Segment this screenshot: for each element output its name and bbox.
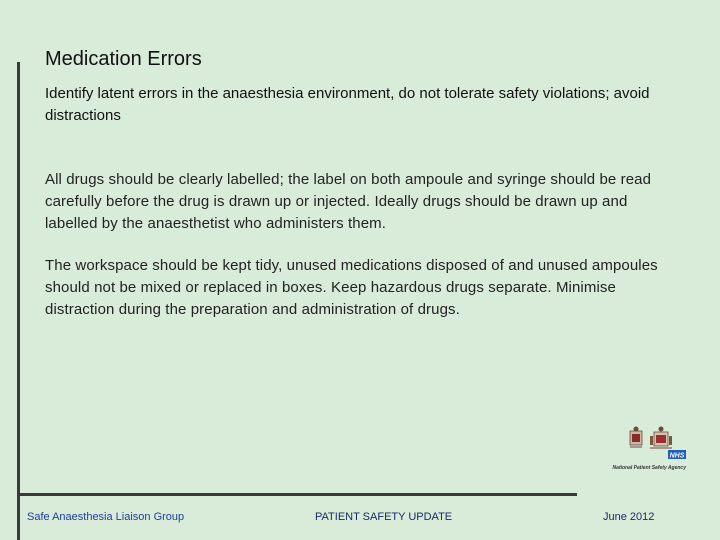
footer-organisation: Safe Anaesthesia Liaison Group: [27, 511, 185, 523]
agency-name: National Patient Safety Agency: [612, 465, 686, 471]
nhs-logo-icon: [668, 450, 686, 460]
logo-block: [588, 426, 688, 474]
footer-title: PATIENT SAFETY UPDATE: [315, 511, 453, 523]
bottom-horizontal-rule: [17, 493, 577, 496]
nhs-logo-text: NHS: [669, 452, 685, 460]
coat-of-arms-icon: [650, 427, 672, 449]
left-vertical-rule: [17, 62, 20, 540]
paragraph-workspace: The workspace should be kept tidy, unused medications disposed of and unused ampoules should not be mixed or replaced in boxes. Keep hazardous drugs separate. Minimise distraction during the preparation and administration of drugs.: [45, 257, 658, 318]
slide-subtitle: Identify latent errors in the anaesthesia environment, do not tolerate safety violations; avoid distractions: [45, 85, 650, 124]
footer-date: June 2012: [603, 511, 655, 523]
slide-title: Medication Errors: [45, 48, 202, 70]
paragraph-labelling: All drugs should be clearly labelled; the label on both ampoule and syringe should be read carefully before the drug is drawn up or injected. Ideally drugs should be drawn up and labelled by the anaesthetist who administers them.: [45, 171, 652, 232]
coat-of-arms-icon: [630, 427, 642, 448]
